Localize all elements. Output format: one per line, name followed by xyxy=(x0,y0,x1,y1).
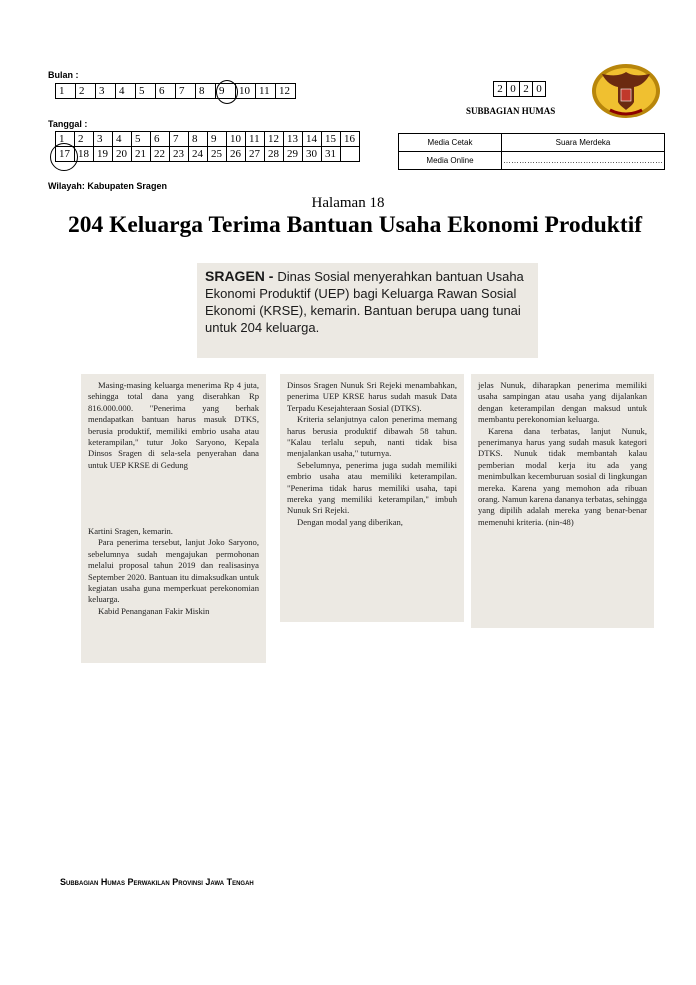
year-box xyxy=(493,81,546,97)
month-cell: 7 xyxy=(176,84,196,99)
date-cell: 24 xyxy=(189,147,208,162)
date-cell: 10 xyxy=(227,132,246,147)
date-cell: 21 xyxy=(132,147,151,162)
col1-paragraph: Kartini Sragen, kemarin. xyxy=(88,526,173,536)
month-cell: 4 xyxy=(116,84,136,99)
year-digit-cell: 0 xyxy=(507,82,520,97)
selected-month-circle xyxy=(216,80,238,104)
date-cell: 26 xyxy=(227,147,246,162)
lead-dateline: SRAGEN - xyxy=(205,268,278,284)
date-cell: 16 xyxy=(341,132,360,147)
date-cell: 30 xyxy=(303,147,322,162)
column-1-top xyxy=(81,374,266,520)
month-cell: 12 xyxy=(276,84,296,99)
date-cell: 14 xyxy=(303,132,322,147)
col2-paragraph: Dinsos Sragen Nunuk Sri Rejeki menambahkan, penerima UEP KRSE harus sudah masuk Data Terpadu Kesejahteraan Sosial (DTKS). xyxy=(287,380,457,413)
date-cell: 4 xyxy=(113,132,132,147)
date-cell: 15 xyxy=(322,132,341,147)
lead-text: Dinas Sosial menyerahkan bantuan Usaha Ekonomi Produktif (UEP) bagi Keluarga Rawan Sosial Ekonomi (KRSE), kemarin. Bantuan berupa uang tunai untuk 204 keluarga. xyxy=(205,269,524,335)
media-table xyxy=(398,133,665,170)
date-cell: 31 xyxy=(322,147,341,162)
column-1-bottom xyxy=(81,520,266,663)
year-digit-cell: 2 xyxy=(520,82,533,97)
date-cell: 2 xyxy=(75,132,94,147)
date-cell: 17 xyxy=(56,147,75,162)
month-cell: 10 xyxy=(236,84,256,99)
date-cell: 3 xyxy=(94,132,113,147)
col1-top-paragraph: Masing-masing keluarga menerima Rp 4 juta, sehingga total dana yang diserahkan Rp 816.000.000. "Penerima yang berhak mendapatkan bantuan harus masuk DTKS, berusia produktif, memiliki embrio usaha atau keterampilan," tutur Joko Saryono, Kepala Dinsos Sragen di sela-sela penyerahan dana untuk UEP KRSE di Gedung xyxy=(88,380,259,470)
date-cell: 19 xyxy=(94,147,113,162)
month-cell: 3 xyxy=(96,84,116,99)
date-cell: 22 xyxy=(151,147,170,162)
date-cell: 12 xyxy=(265,132,284,147)
month-cell: 8 xyxy=(196,84,216,99)
date-cell: 18 xyxy=(75,147,94,162)
date-cell: 28 xyxy=(265,147,284,162)
date-cell: 25 xyxy=(208,147,227,162)
garuda-emblem-icon xyxy=(590,62,662,120)
date-cell: 7 xyxy=(170,132,189,147)
page-number: Halaman 18 xyxy=(311,195,385,211)
selected-date-circle xyxy=(50,143,78,171)
date-cell: 5 xyxy=(132,132,151,147)
lead-clipping xyxy=(197,263,538,358)
month-cell: 1 xyxy=(56,84,76,99)
date-cell: 8 xyxy=(189,132,208,147)
date-cell: 9 xyxy=(208,132,227,147)
col2-paragraph: Kriteria selanjutnya calon penerima memang harus berusia produktif dibawah 58 tahun. "Kalau terlalu sepuh, nanti tidak bisa menjalankan usaha," tuturnya. xyxy=(287,414,457,459)
date-cell: 20 xyxy=(113,147,132,162)
month-cell: 2 xyxy=(76,84,96,99)
headline: 204 Keluarga Terima Bantuan Usaha Ekonomi Produktif xyxy=(67,212,643,238)
month-cell: 5 xyxy=(136,84,156,99)
month-cell: 9 xyxy=(216,84,236,99)
tanggal-label: Tanggal : xyxy=(48,119,88,129)
date-cell: 29 xyxy=(284,147,303,162)
column-2 xyxy=(280,374,464,622)
month-grid xyxy=(55,83,296,99)
date-cell: 1 xyxy=(56,132,75,147)
media-cetak-label: Media Cetak xyxy=(399,134,502,152)
column-3 xyxy=(471,374,654,628)
date-cell xyxy=(341,147,360,162)
media-online-label: Media Online xyxy=(399,152,502,170)
col2-paragraph: Sebelumnya, penerima juga sudah memiliki embrio usaha atau memiliki keterampilan. "Penerima tidak harus memiliki usaha, tapi mereka yang memiliki keterampilan," imbuh Nunuk Sri Rejeki. xyxy=(287,459,457,516)
col3-paragraph: Karena dana terbatas, lanjut Nunuk, penerimanya harus yang sudah masuk kategori DTKS. Nunuk tidak membantah kalau pemberian modal kerja itu ada yang menimbulkan kecemburuan sosial di lingkungan mereka. Karena yang memohon ada ribuan orang. Namun karena dananya terbatas, sehingga yang dipilih adalah mereka yang benar-benar memenuhi kriteria. (nin-48) xyxy=(478,425,647,527)
col2-paragraph: Dengan modal yang diberikan, xyxy=(297,516,403,527)
year-digit-cell: 2 xyxy=(494,82,507,97)
year-digit-cell: 0 xyxy=(533,82,546,97)
date-cell: 27 xyxy=(246,147,265,162)
col1-paragraph: Kabid Penanganan Fakir Miskin xyxy=(98,605,210,616)
date-cell: 13 xyxy=(284,132,303,147)
date-cell: 23 xyxy=(170,147,189,162)
footer-text: Subbagian Humas Perwakilan Provinsi Jawa Tengah xyxy=(60,877,254,887)
month-cell: 11 xyxy=(256,84,276,99)
media-online-value: …………………………………………………… xyxy=(502,152,665,170)
bulan-label: Bulan : xyxy=(48,70,79,80)
date-grid xyxy=(55,131,360,162)
media-cetak-value: Suara Merdeka xyxy=(502,134,665,152)
date-cell: 6 xyxy=(151,132,170,147)
col1-paragraph: Para penerima tersebut, lanjut Joko Saryono, sebelumnya sudah mengajukan permohonan melalui proposal tahun 2019 dan realisasinya September 2020. Bantuan itu dimaksudkan untuk kegiatan usaha guna memperkuat perekonomian keluarga. xyxy=(88,537,259,605)
date-cell: 11 xyxy=(246,132,265,147)
col3-paragraph: jelas Nunuk, diharapkan penerima memiliki usaha sampingan atau usaha yang dijalankan dengan keterampilan dengan maksud untuk membantu perekonomian keluarga. xyxy=(478,380,647,425)
month-cell: 6 xyxy=(156,84,176,99)
wilayah-label: Wilayah: Kabupaten Sragen xyxy=(48,181,167,191)
department-label: SUBBAGIAN HUMAS xyxy=(466,106,556,116)
